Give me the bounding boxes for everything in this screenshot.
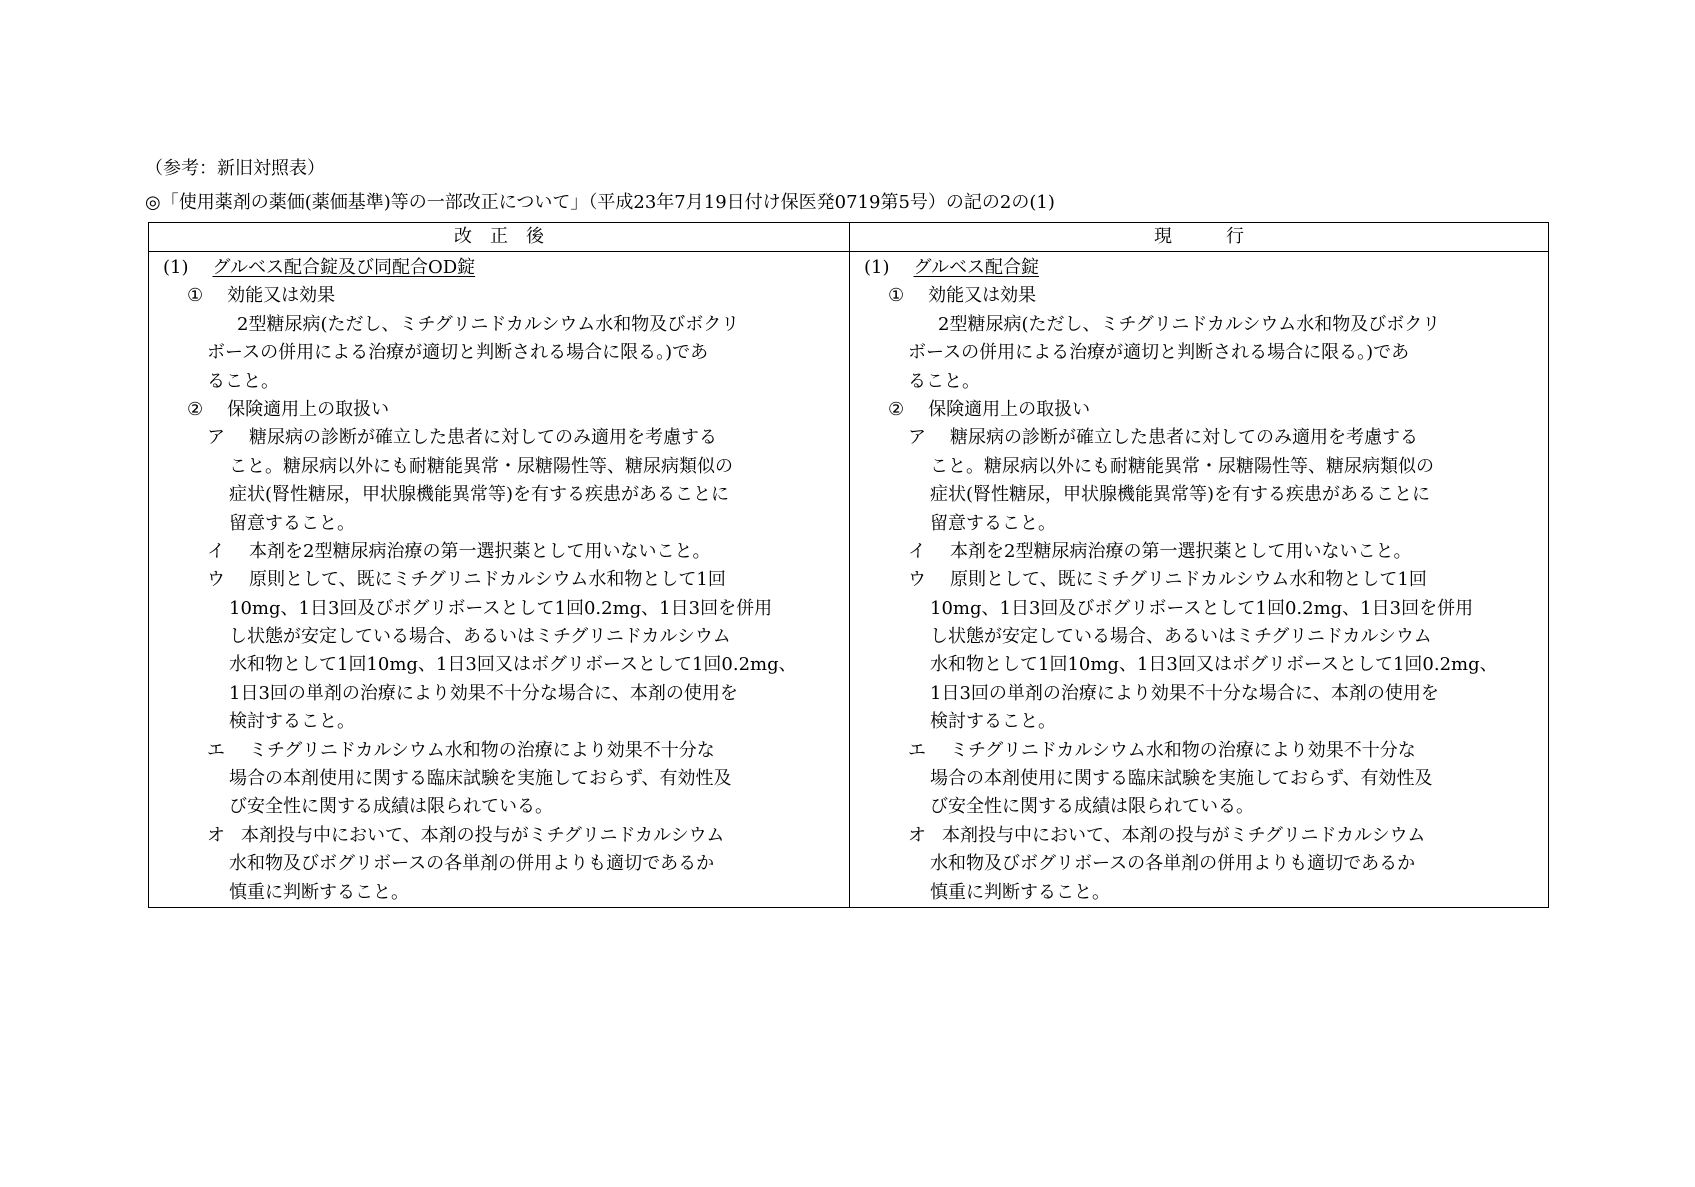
sub-number: ②: [187, 398, 204, 420]
sub-heading: [858, 396, 1540, 424]
item-title: グルベス配合錠及び同配合OD錠: [212, 257, 476, 278]
text-line: 1日3回の単剤の治療により効果不十分な場合に、本剤の使用を: [930, 682, 1439, 704]
list-label: ウ: [207, 569, 225, 591]
text-line: 2型糖尿病(ただし、ミチグリニドカルシウム水和物及びボクリ: [237, 313, 740, 335]
list-item-label-line: [157, 737, 841, 765]
sub-heading: [157, 282, 841, 310]
text-line: こと。糖尿病以外にも耐糖能異常・尿糖陽性等、糖尿病類似の: [930, 455, 1434, 477]
text-line: 原則として、既にミチグリニドカルシウム水和物として1回: [249, 569, 726, 591]
list-item-label-line: [858, 538, 1540, 566]
text-line: 留意すること。: [229, 512, 355, 534]
text-line: 糖尿病の診断が確立した患者に対してのみ適用を考慮する: [950, 427, 1418, 449]
list-item-label-line: [157, 822, 841, 850]
sub-number: ①: [888, 285, 905, 307]
source-line: ◎「使用薬剤の薬価(薬価基準)等の一部改正について」（平成23年7月19日付け保医発0719第5号）の記の2の(1): [145, 192, 1055, 213]
text-line: 水和物として1回10mg、1日3回又はボグリボースとして1回0.2mg、: [229, 654, 797, 676]
sub-title: 効能又は効果: [227, 285, 336, 307]
text-line: 症状(腎性糖尿，甲状腺機能異常等)を有する疾患があることに: [930, 484, 1431, 506]
column-header-new: 改 正 後: [149, 223, 850, 252]
list-item-label-line: [858, 566, 1540, 594]
text-line: 原則として、既にミチグリニドカルシウム水和物として1回: [950, 569, 1427, 591]
text-line: 慎重に判断すること。: [229, 881, 409, 903]
text-line: ること。: [207, 370, 279, 392]
text-line: 水和物として1回10mg、1日3回又はボグリボースとして1回0.2mg、: [930, 654, 1498, 676]
item-heading: [858, 254, 1540, 282]
cell-old-body: [850, 252, 1548, 907]
text-line: 本剤を2型糖尿病治療の第一選択薬として用いないこと。: [249, 540, 711, 562]
text-line: 本剤を2型糖尿病治療の第一選択薬として用いないこと。: [950, 540, 1412, 562]
list-label: イ: [908, 540, 926, 562]
list-label: エ: [908, 739, 926, 761]
list-item-label-line: [157, 424, 841, 452]
list-label: オ: [908, 824, 926, 846]
list-label: エ: [207, 739, 225, 761]
text-line: 留意すること。: [930, 512, 1056, 534]
text-line: 場合の本剤使用に関する臨床試験を実施しておらず、有効性及: [930, 768, 1433, 790]
reference-note: （参考：新旧対照表）: [145, 158, 325, 179]
list-label: イ: [207, 540, 225, 562]
sub-title: 保険適用上の取扱い: [928, 398, 1091, 420]
text-line: ミチグリニドカルシウム水和物の治療により効果不十分な: [950, 739, 1416, 761]
list-item-label-line: [858, 737, 1540, 765]
column-header-old: 現 行: [850, 223, 1549, 252]
sub-heading: [157, 396, 841, 424]
sub-heading: [858, 282, 1540, 310]
text-line: 本剤投与中において、本剤の投与がミチグリニドカルシウム: [942, 824, 1426, 846]
list-label: オ: [207, 824, 225, 846]
cell-new: [149, 252, 850, 908]
table-row: [149, 252, 1549, 908]
text-line: ボースの併用による治療が適切と判断される場合に限る。)であ: [908, 342, 1410, 364]
text-line: 水和物及びボグリボースの各単剤の併用よりも適切であるか: [229, 853, 715, 875]
table-header-row: [149, 223, 1549, 252]
text-line: ボースの併用による治療が適切と判断される場合に限る。)であ: [207, 342, 709, 364]
text-line: し状態が安定している場合、あるいはミチグリニドカルシウム: [229, 626, 731, 648]
list-item-label-line: [858, 424, 1540, 452]
text-line: ること。: [908, 370, 980, 392]
text-line: 検討すること。: [229, 711, 355, 733]
cell-new-body: [149, 252, 849, 907]
cell-old: [850, 252, 1549, 908]
text-line: こと。糖尿病以外にも耐糖能異常・尿糖陽性等、糖尿病類似の: [229, 455, 733, 477]
item-number: (1): [864, 257, 890, 278]
comparison-table: [148, 222, 1549, 908]
text-line: 検討すること。: [930, 711, 1056, 733]
text-line: ミチグリニドカルシウム水和物の治療により効果不十分な: [249, 739, 715, 761]
sub-number: ②: [888, 398, 905, 420]
text-line: 本剤投与中において、本剤の投与がミチグリニドカルシウム: [241, 824, 725, 846]
text-line: 糖尿病の診断が確立した患者に対してのみ適用を考慮する: [249, 427, 717, 449]
text-line: び安全性に関する成績は限られている。: [930, 796, 1254, 818]
text-line: し状態が安定している場合、あるいはミチグリニドカルシウム: [930, 626, 1432, 648]
text-line: 10mg、1日3回及びボグリボースとして1回0.2mg、1日3回を併用: [229, 597, 773, 619]
text-line: 症状(腎性糖尿，甲状腺機能異常等)を有する疾患があることに: [229, 484, 730, 506]
text-line: 慎重に判断すること。: [930, 881, 1110, 903]
item-number: (1): [163, 257, 189, 278]
text-line: 2型糖尿病(ただし、ミチグリニドカルシウム水和物及びボクリ: [938, 313, 1441, 335]
list-label: ア: [207, 427, 225, 449]
list-item-label-line: [157, 538, 841, 566]
list-label: ウ: [908, 569, 926, 591]
text-line: 場合の本剤使用に関する臨床試験を実施しておらず、有効性及: [229, 768, 732, 790]
text-line: 10mg、1日3回及びボグリボースとして1回0.2mg、1日3回を併用: [930, 597, 1474, 619]
text-line: 水和物及びボグリボースの各単剤の併用よりも適切であるか: [930, 853, 1416, 875]
item-title: グルベス配合錠: [913, 257, 1039, 278]
text-line: 1日3回の単剤の治療により効果不十分な場合に、本剤の使用を: [229, 682, 738, 704]
list-label: ア: [908, 427, 926, 449]
sub-title: 保険適用上の取扱い: [227, 398, 390, 420]
sub-number: ①: [187, 285, 204, 307]
sub-title: 効能又は効果: [928, 285, 1037, 307]
text-line: び安全性に関する成績は限られている。: [229, 796, 553, 818]
list-item-label-line: [157, 566, 841, 594]
item-heading: [157, 254, 841, 282]
list-item-label-line: [858, 822, 1540, 850]
